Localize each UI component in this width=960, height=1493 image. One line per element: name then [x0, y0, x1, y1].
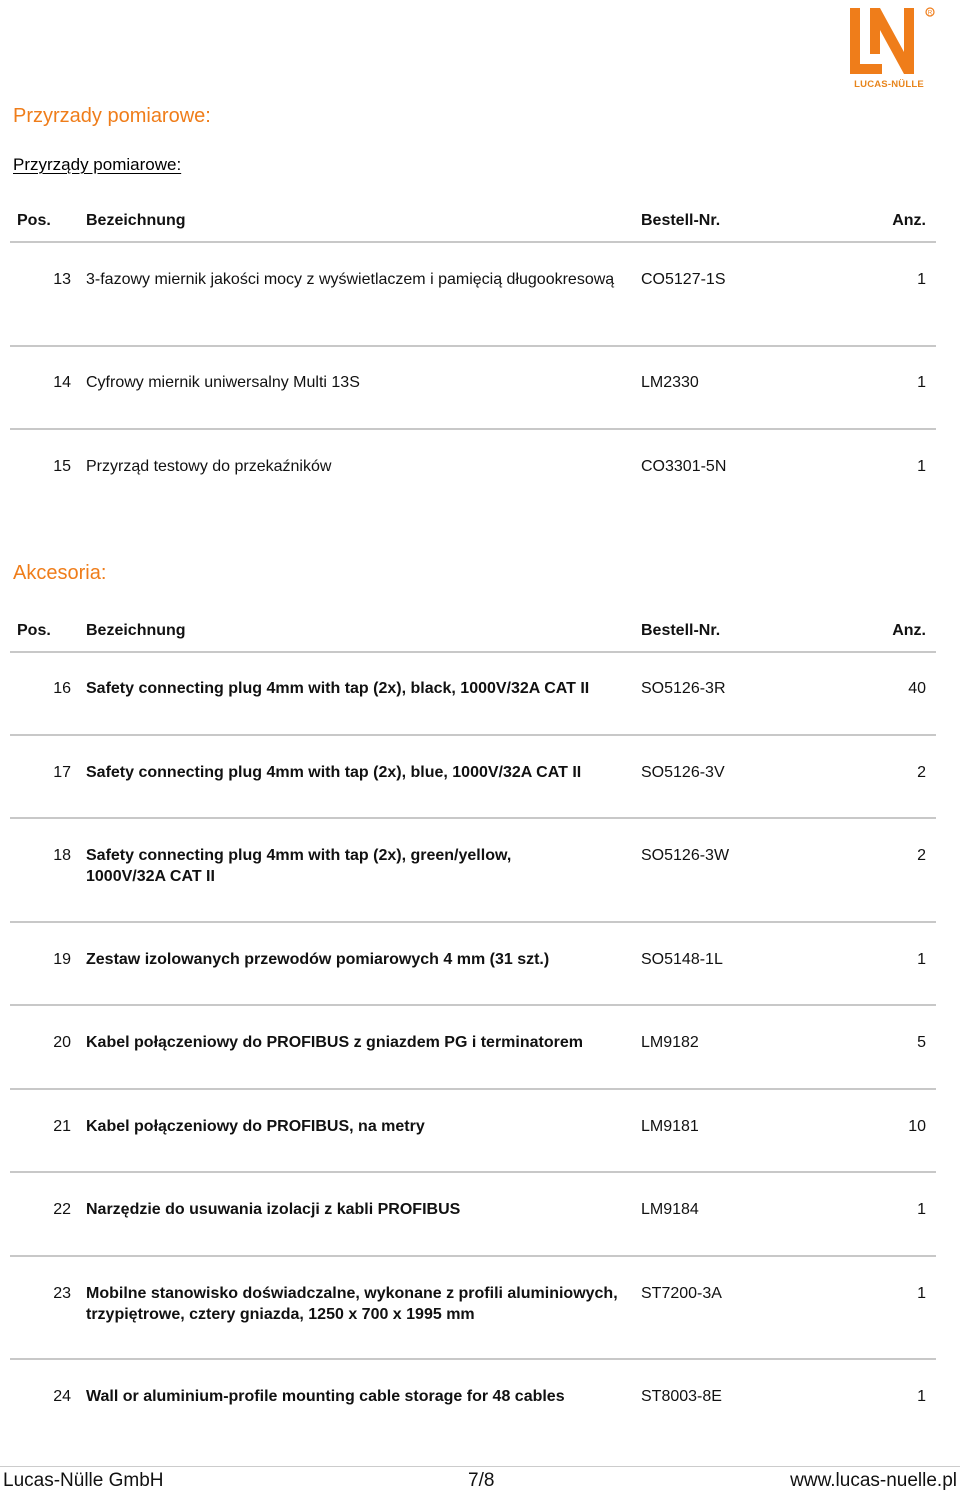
row-divider	[10, 1171, 936, 1173]
row-pos: 13	[53, 271, 71, 288]
header-pos: Pos.	[17, 622, 51, 639]
row-order-number: CO5127-1S	[641, 271, 726, 288]
row-pos: 16	[53, 680, 71, 697]
row-desc: Wall or aluminium-profile mounting cable storage for 48 cables	[86, 1388, 565, 1405]
row-desc: Przyrząd testowy do przekaźników	[86, 458, 332, 475]
row-divider	[10, 1004, 936, 1006]
row-pos: 23	[53, 1285, 71, 1302]
row-order-number: LM2330	[641, 374, 699, 391]
header-nr: Bestell-Nr.	[641, 212, 721, 229]
svg-text:R: R	[927, 10, 933, 17]
row-pos: 14	[53, 374, 71, 391]
row-order-number: SO5148-1L	[641, 951, 723, 968]
row-order-number: LM9182	[641, 1034, 699, 1051]
footer-divider	[0, 1466, 960, 1467]
page-footer	[0, 1468, 960, 1493]
header-divider	[10, 651, 936, 653]
header-qty: Anz.	[892, 622, 926, 639]
row-pos: 21	[53, 1118, 71, 1135]
row-divider	[10, 428, 936, 430]
row-qty: 2	[917, 847, 926, 864]
row-divider	[10, 921, 936, 923]
row-desc: Kabel połączeniowy do PROFIBUS, na metry	[86, 1118, 425, 1135]
header-desc: Bezeichnung	[86, 212, 186, 229]
table-header-accessories	[0, 622, 960, 652]
row-desc: Safety connecting plug 4mm with tap (2x), green/yellow, 1000V/32A CAT II	[86, 847, 512, 885]
logo-caption: LUCAS-NÜLLE	[854, 79, 924, 90]
row-desc: Narzędzie do usuwania izolacji z kabli PROFIBUS	[86, 1201, 461, 1218]
row-qty: 10	[908, 1118, 926, 1135]
row-pos: 15	[53, 458, 71, 475]
row-divider	[10, 817, 936, 819]
row-desc: 3-fazowy miernik jakości mocy z wyświetlaczem i pamięcią długookresową	[86, 271, 615, 288]
row-order-number: LM9184	[641, 1201, 699, 1218]
row-desc: Cyfrowy miernik uniwersalny Multi 13S	[86, 374, 360, 391]
row-order-number: SO5126-3V	[641, 764, 725, 781]
header-nr: Bestell-Nr.	[641, 622, 721, 639]
row-qty: 1	[917, 374, 926, 391]
row-pos: 20	[53, 1034, 71, 1051]
row-order-number: SO5126-3R	[641, 680, 726, 697]
row-qty: 1	[917, 271, 926, 288]
row-desc: Kabel połączeniowy do PROFIBUS z gniazdem PG i terminatorem	[86, 1034, 583, 1051]
header-divider	[10, 241, 936, 243]
row-desc: Zestaw izolowanych przewodów pomiarowych 4 mm (31 szt.)	[86, 951, 550, 968]
table-header-instruments	[0, 212, 960, 242]
row-order-number: LM9181	[641, 1118, 699, 1135]
header-qty: Anz.	[892, 212, 926, 229]
row-qty: 1	[917, 1201, 926, 1218]
footer-page-number: 7/8	[468, 1470, 495, 1491]
row-order-number: ST8003-8E	[641, 1388, 722, 1405]
row-pos: 19	[53, 951, 71, 968]
row-qty: 2	[917, 764, 926, 781]
header-pos: Pos.	[17, 212, 51, 229]
section-title-instruments: Przyrzady pomiarowe:	[13, 105, 211, 127]
row-desc: Mobilne stanowisko doświadczalne, wykonane z profili aluminiowych, trzypiętrowe, cztery gniazda, 1250 x 700 x 1995 mm	[86, 1285, 618, 1323]
row-pos: 17	[53, 764, 71, 781]
footer-company: Lucas-Nülle GmbH	[3, 1470, 164, 1491]
row-divider	[10, 1255, 936, 1257]
row-divider	[10, 345, 936, 347]
row-divider	[10, 734, 936, 736]
row-pos: 24	[53, 1388, 71, 1405]
row-qty: 1	[917, 951, 926, 968]
subsection-title-instruments: Przyrządy pomiarowe:	[13, 155, 182, 174]
footer-website-link[interactable]: www.lucas-nuelle.pl	[790, 1470, 957, 1491]
row-qty: 40	[908, 680, 926, 697]
row-order-number: ST7200-3A	[641, 1285, 722, 1302]
row-divider	[10, 1088, 936, 1090]
row-desc: Safety connecting plug 4mm with tap (2x), black, 1000V/32A CAT II	[86, 680, 590, 697]
row-qty: 1	[917, 1388, 926, 1405]
row-order-number: CO3301-5N	[641, 458, 727, 475]
row-divider	[10, 1358, 936, 1360]
section-title-accessories: Akcesoria:	[13, 562, 107, 584]
row-qty: 1	[917, 458, 926, 475]
row-pos: 18	[53, 847, 71, 864]
row-desc: Safety connecting plug 4mm with tap (2x), blue, 1000V/32A CAT II	[86, 764, 582, 781]
row-order-number: SO5126-3W	[641, 847, 730, 864]
row-qty: 5	[917, 1034, 926, 1051]
row-pos: 22	[53, 1201, 71, 1218]
header-desc: Bezeichnung	[86, 622, 186, 639]
row-qty: 1	[917, 1285, 926, 1302]
